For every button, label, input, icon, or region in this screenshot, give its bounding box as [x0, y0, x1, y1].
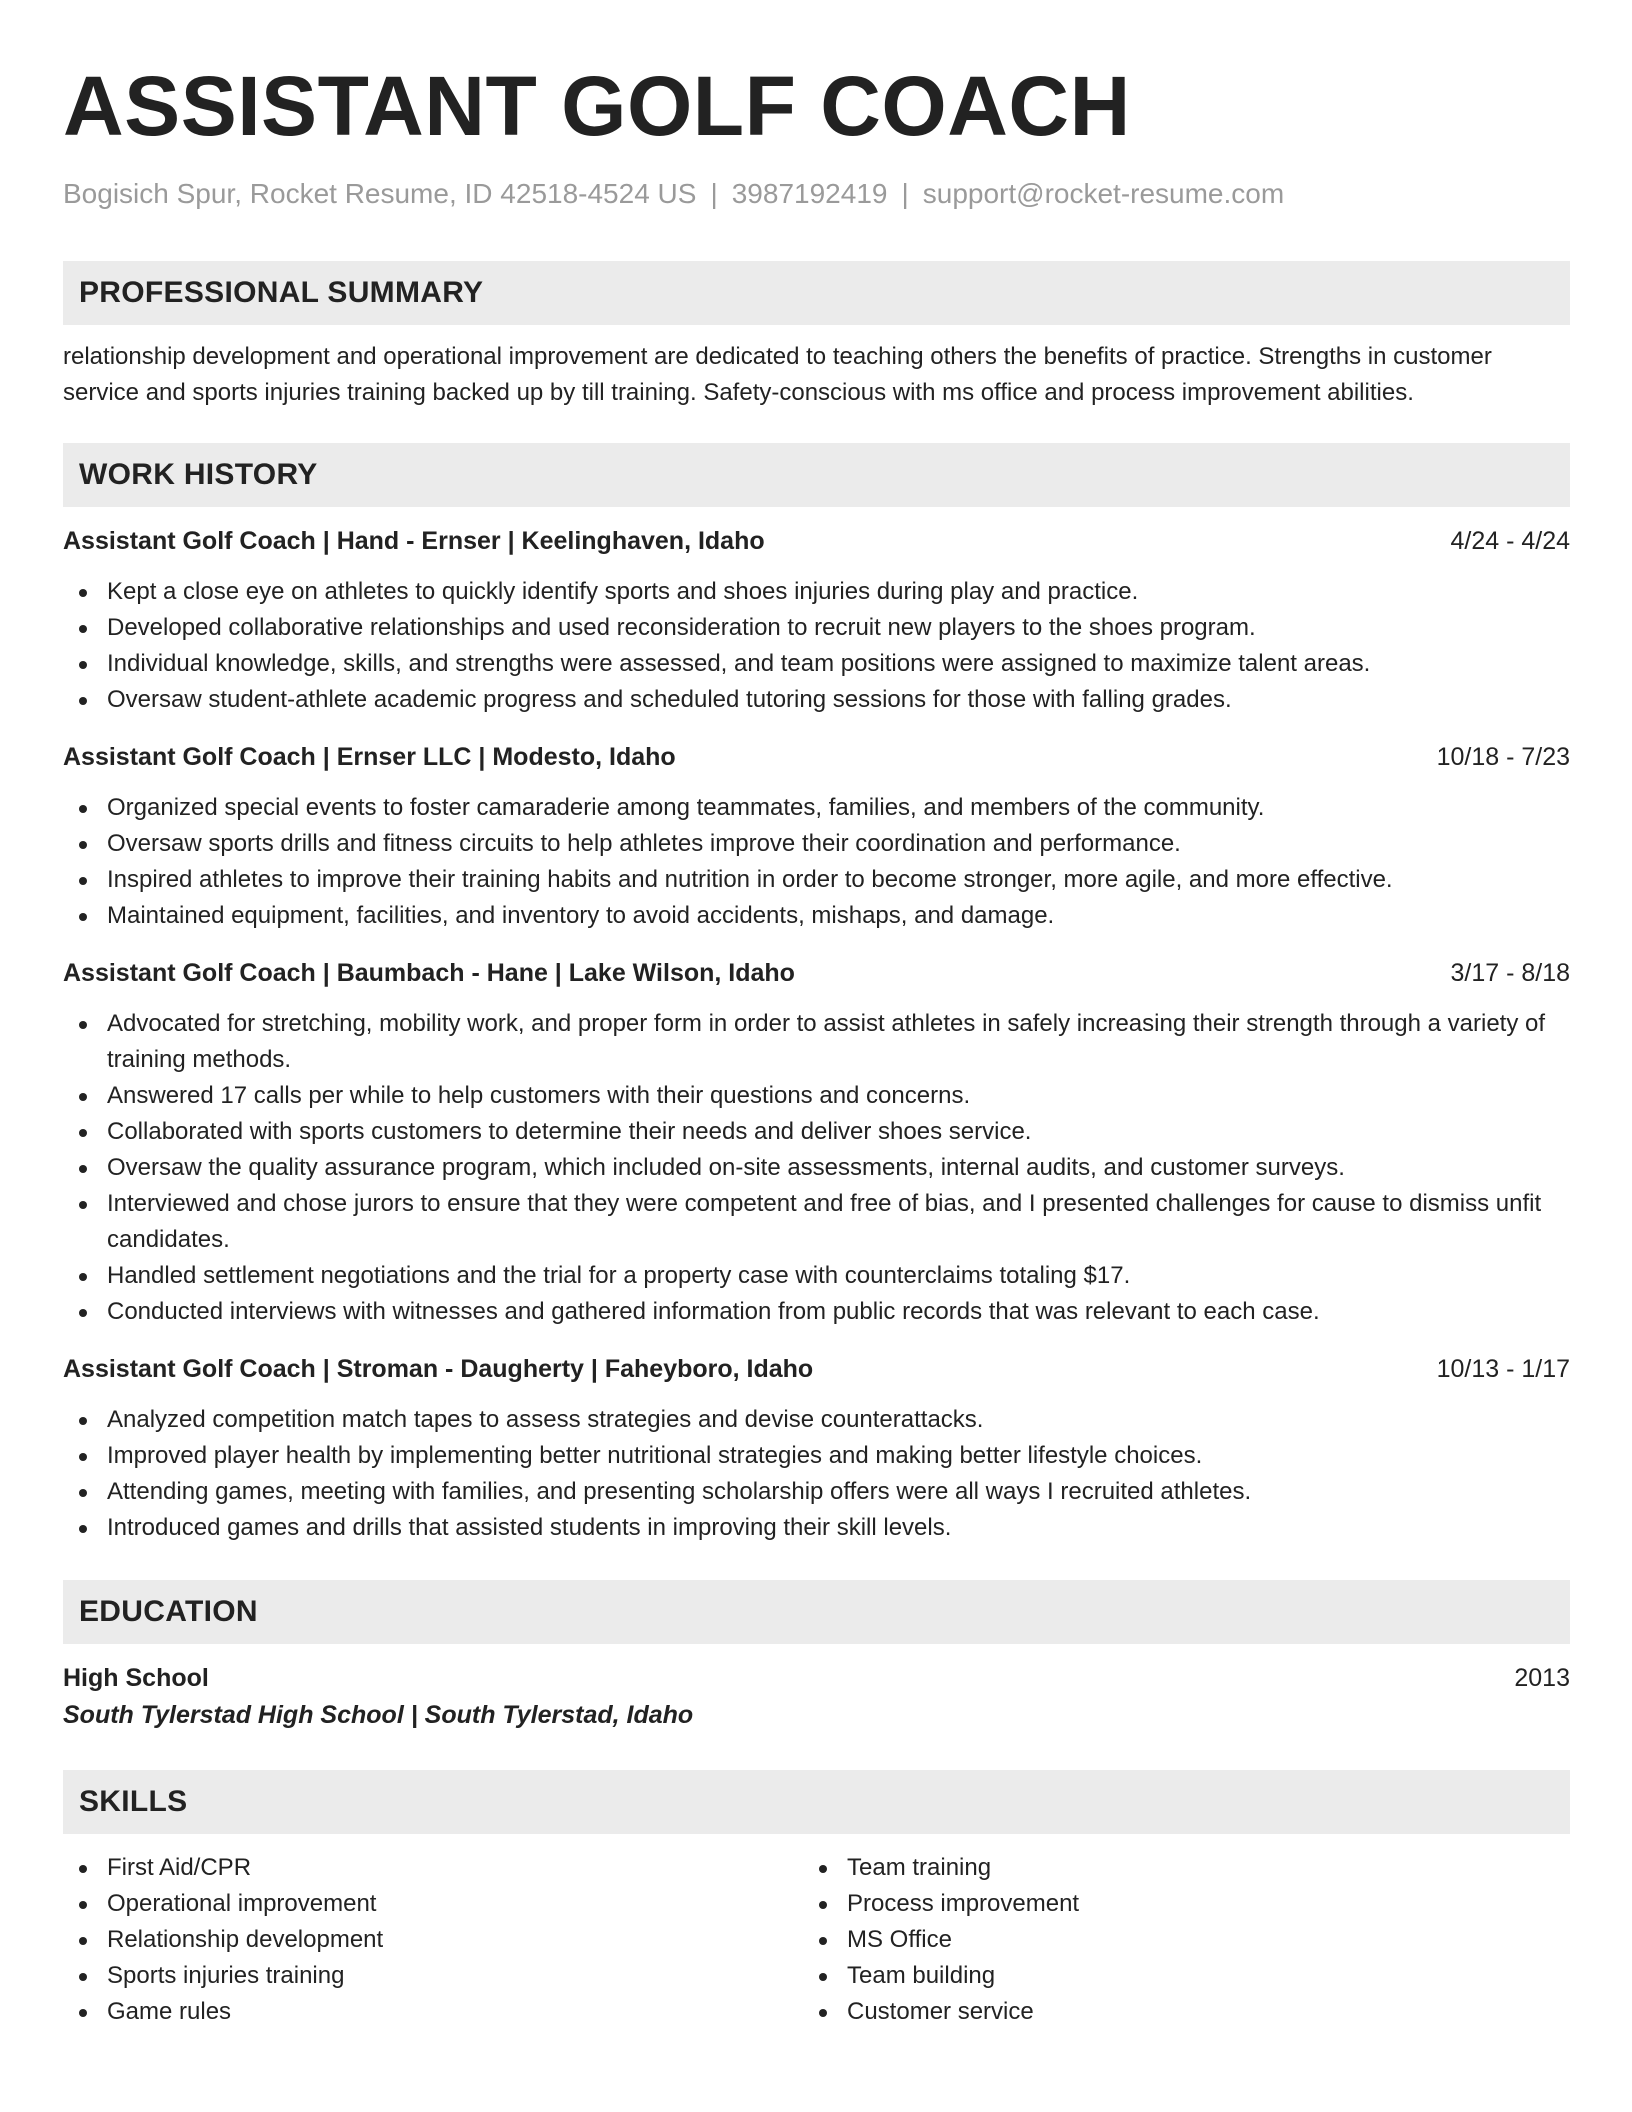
job-bullet: Kept a close eye on athletes to quickly identify sports and shoes injuries during play and practice. — [63, 574, 1570, 610]
skill-item: MS Office — [803, 1922, 1543, 1958]
contact-separator: | — [710, 178, 718, 209]
job-title: Assistant Golf Coach | Baumbach - Hane | Lake Wilson, Idaho — [63, 959, 795, 987]
skills-column-right — [803, 1834, 1543, 2030]
section-heading-summary: PROFESSIONAL SUMMARY — [63, 261, 1570, 325]
job-bullet: Improved player health by implementing better nutritional strategies and making better lifestyle choices. — [63, 1438, 1570, 1474]
skill-item: Game rules — [63, 1994, 803, 2030]
skills-grid — [63, 1834, 1570, 2030]
job-title: Assistant Golf Coach | Stroman - Daugherty | Faheyboro, Idaho — [63, 1355, 814, 1383]
job-bullet: Answered 17 calls per while to help customers with their questions and concerns. — [63, 1078, 1570, 1114]
skill-item: Sports injuries training — [63, 1958, 803, 1994]
job-dates: 10/13 - 1/17 — [1436, 1355, 1570, 1383]
job-bullet: Inspired athletes to improve their training habits and nutrition in order to become stronger, more agile, and more effective. — [63, 862, 1570, 898]
job-header — [63, 740, 1570, 774]
skills-list — [803, 1850, 1543, 2030]
education-year: 2013 — [1514, 1664, 1570, 1692]
job-entry — [63, 524, 1570, 718]
skill-item: First Aid/CPR — [63, 1850, 803, 1886]
job-bullet: Interviewed and chose jurors to ensure that they were competent and free of bias, and I presented challenges for cause to dismiss unfit candidates. — [63, 1186, 1570, 1258]
job-title: Assistant Golf Coach | Hand - Ernser | Keelinghaven, Idaho — [63, 527, 765, 555]
skill-item: Team building — [803, 1958, 1543, 1994]
skill-item: Relationship development — [63, 1922, 803, 1958]
contact-line — [63, 176, 1570, 212]
job-bullets — [63, 1006, 1570, 1330]
job-title: Assistant Golf Coach | Ernser LLC | Modesto, Idaho — [63, 743, 676, 771]
summary-text: relationship development and operational improvement are dedicated to teaching others the benefits of practice. Strengths in customer service and sports injuries training backed up by till training. Safety-conscious with ms office and process improvement abilities. — [63, 343, 1492, 406]
contact-phone: 3987192419 — [731, 178, 888, 209]
job-bullet: Collaborated with sports customers to determine their needs and deliver shoes service. — [63, 1114, 1570, 1150]
skills-list — [63, 1850, 803, 2030]
job-bullet: Advocated for stretching, mobility work, and proper form in order to assist athletes in safely increasing their strength through a variety of training methods. — [63, 1006, 1570, 1078]
skill-item: Customer service — [803, 1994, 1543, 2030]
section-heading-education: EDUCATION — [63, 1580, 1570, 1644]
skill-item: Team training — [803, 1850, 1543, 1886]
job-bullet: Conducted interviews with witnesses and gathered information from public records that was relevant to each case. — [63, 1294, 1570, 1330]
job-bullet: Attending games, meeting with families, and presenting scholarship offers were all ways I recruited athletes. — [63, 1474, 1570, 1510]
job-bullet: Maintained equipment, facilities, and inventory to avoid accidents, mishaps, and damage. — [63, 898, 1570, 934]
education-header — [63, 1660, 1570, 1696]
resume-name: ASSISTANT GOLF COACH — [63, 59, 1131, 153]
job-bullet: Individual knowledge, skills, and strengths were assessed, and team positions were assigned to maximize talent areas. — [63, 646, 1570, 682]
job-bullets — [63, 1402, 1570, 1546]
education-school: South Tylerstad High School | South Tylerstad, Idaho — [63, 1701, 694, 1729]
section-heading-skills: SKILLS — [63, 1770, 1570, 1834]
job-bullet: Handled settlement negotiations and the trial for a property case with counterclaims totaling $17. — [63, 1258, 1570, 1294]
education-degree: High School — [63, 1664, 209, 1692]
job-dates: 10/18 - 7/23 — [1436, 743, 1570, 771]
job-entry — [63, 956, 1570, 1330]
contact-email: support@rocket-resume.com — [922, 178, 1285, 209]
job-bullet: Oversaw the quality assurance program, which included on-site assessments, internal audits, and customer surveys. — [63, 1150, 1570, 1186]
job-bullets — [63, 574, 1570, 718]
education-entry — [63, 1660, 1570, 1734]
job-bullet: Organized special events to foster camaraderie among teammates, families, and members of the community. — [63, 790, 1570, 826]
job-entry — [63, 740, 1570, 934]
job-bullet: Analyzed competition match tapes to assess strategies and devise counterattacks. — [63, 1402, 1570, 1438]
skill-item: Operational improvement — [63, 1886, 803, 1922]
skill-item: Process improvement — [803, 1886, 1543, 1922]
job-header — [63, 524, 1570, 558]
job-bullets — [63, 790, 1570, 934]
contact-separator: | — [901, 178, 909, 209]
section-heading-work-history: WORK HISTORY — [63, 443, 1570, 507]
job-bullet: Oversaw student-athlete academic progress and scheduled tutoring sessions for those with falling grades. — [63, 682, 1570, 718]
job-header — [63, 1352, 1570, 1386]
skills-column-left — [63, 1834, 803, 2030]
job-bullet: Developed collaborative relationships and used reconsideration to recruit new players to the shoes program. — [63, 610, 1570, 646]
job-bullet: Introduced games and drills that assisted students in improving their skill levels. — [63, 1510, 1570, 1546]
job-dates: 4/24 - 4/24 — [1450, 527, 1570, 555]
job-entry — [63, 1352, 1570, 1546]
job-header — [63, 956, 1570, 990]
contact-address: Bogisich Spur, Rocket Resume, ID 42518-4524 US — [63, 178, 697, 209]
job-dates: 3/17 - 8/18 — [1450, 959, 1570, 987]
job-bullet: Oversaw sports drills and fitness circuits to help athletes improve their coordination and performance. — [63, 826, 1570, 862]
